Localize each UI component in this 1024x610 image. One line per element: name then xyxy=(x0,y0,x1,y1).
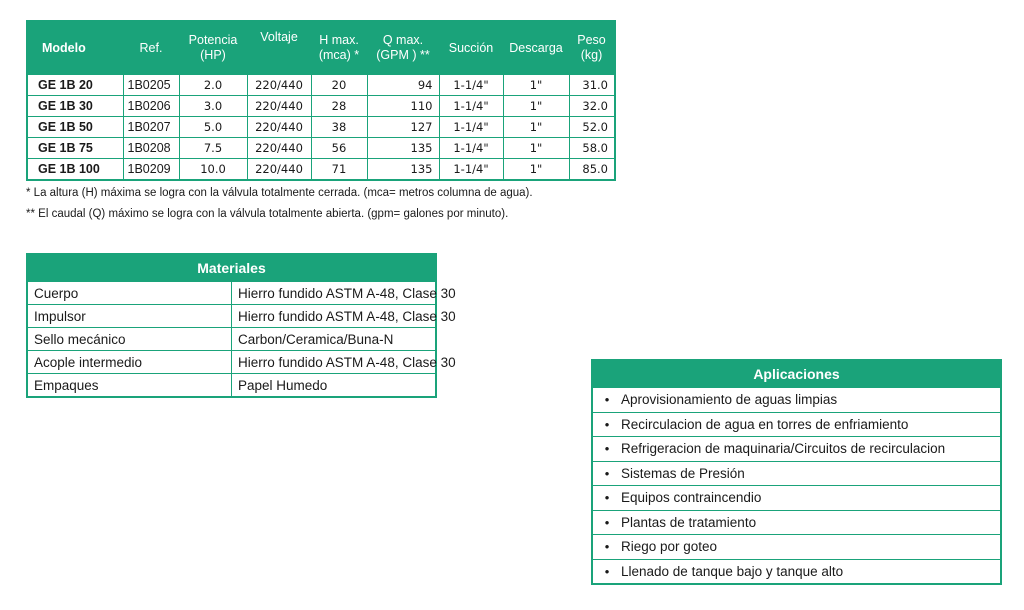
header-descarga: Descarga xyxy=(503,21,569,75)
footnote-h-max: * La altura (H) máxima se logra con la válvula totalmente cerrada. (mca= metros columna de agua). xyxy=(26,187,533,199)
material-value: Carbon/Ceramica/Buna-N xyxy=(232,328,437,351)
cell-ref: 1B0207 xyxy=(123,117,179,138)
material-part: Empaques xyxy=(27,374,232,398)
applications-list xyxy=(591,359,1002,585)
header-qmax-label: Q max. xyxy=(382,33,424,47)
application-label: Aprovisionamiento de aguas limpias xyxy=(621,392,838,407)
table-row xyxy=(27,374,436,398)
list-item xyxy=(593,461,1000,486)
application-label: Riego por goteo xyxy=(621,539,718,554)
cell-modelo: GE 1B 30 xyxy=(27,96,123,117)
cell-descarga: 1" xyxy=(503,96,569,117)
list-item xyxy=(593,387,1000,412)
table-row xyxy=(27,75,615,96)
cell-potencia: 10.0 xyxy=(179,159,247,181)
bullet-icon: • xyxy=(604,514,610,530)
material-part: Cuerpo xyxy=(27,282,232,305)
cell-modelo: GE 1B 75 xyxy=(27,138,123,159)
cell-descarga: 1" xyxy=(503,75,569,96)
cell-descarga: 1" xyxy=(503,138,569,159)
header-ref: Ref. xyxy=(123,21,179,75)
cell-potencia: 7.5 xyxy=(179,138,247,159)
cell-peso: 52.0 xyxy=(569,117,615,138)
cell-qmax: 135 xyxy=(367,159,439,181)
header-qmax-unit: (GPM ) ** xyxy=(376,48,430,62)
cell-qmax: 94 xyxy=(367,75,439,96)
cell-peso: 32.0 xyxy=(569,96,615,117)
header-peso-unit: (kg) xyxy=(580,48,603,62)
list-item xyxy=(593,485,1000,510)
cell-succion: 1-1/4" xyxy=(439,117,503,138)
cell-peso: 58.0 xyxy=(569,138,615,159)
table-row xyxy=(27,328,436,351)
cell-descarga: 1" xyxy=(503,159,569,181)
header-potencia-unit: (HP) xyxy=(200,48,226,62)
material-part: Sello mecánico xyxy=(27,328,232,351)
cell-voltaje: 220/440 xyxy=(247,138,311,159)
list-item xyxy=(593,412,1000,437)
cell-modelo: GE 1B 50 xyxy=(27,117,123,138)
cell-succion: 1-1/4" xyxy=(439,96,503,117)
header-hmax xyxy=(311,21,367,75)
table-row xyxy=(27,159,615,181)
material-value: Hierro fundido ASTM A-48, Clase 30 xyxy=(232,351,437,374)
table-row xyxy=(27,96,615,117)
cell-descarga: 1" xyxy=(503,117,569,138)
cell-hmax: 71 xyxy=(311,159,367,181)
cell-hmax: 38 xyxy=(311,117,367,138)
table-row xyxy=(27,305,436,328)
header-potencia-label: Potencia xyxy=(188,33,238,47)
cell-modelo: GE 1B 20 xyxy=(27,75,123,96)
header-potencia xyxy=(179,21,247,75)
application-label: Sistemas de Presión xyxy=(621,465,745,481)
table-row xyxy=(27,117,615,138)
cell-hmax: 20 xyxy=(311,75,367,96)
material-value: Hierro fundido ASTM A-48, Clase 30 xyxy=(232,305,437,328)
header-peso xyxy=(569,21,615,75)
cell-hmax: 56 xyxy=(311,138,367,159)
table-row xyxy=(27,282,436,305)
applications-title: Aplicaciones xyxy=(593,361,1000,387)
bullet-icon: • xyxy=(604,490,610,505)
bullet-icon: • xyxy=(604,441,610,456)
header-hmax-label: H max. xyxy=(319,33,359,47)
spec-table xyxy=(26,20,616,181)
cell-ref: 1B0208 xyxy=(123,138,179,159)
bullet-icon: • xyxy=(604,465,610,481)
header-voltaje: Voltaje xyxy=(247,21,311,75)
cell-modelo: GE 1B 100 xyxy=(27,159,123,181)
header-succion: Succión xyxy=(439,21,503,75)
application-label: Recirculacion de agua en torres de enfriamiento xyxy=(621,416,909,432)
cell-peso: 85.0 xyxy=(569,159,615,181)
cell-voltaje: 220/440 xyxy=(247,75,311,96)
header-qmax xyxy=(367,21,439,75)
bullet-icon: • xyxy=(604,539,610,554)
header-hmax-unit: (mca) * xyxy=(318,48,360,62)
materials-header-row xyxy=(27,254,436,282)
bullet-icon: • xyxy=(604,563,610,579)
application-label: Equipos contraincendio xyxy=(621,490,762,505)
applications-items xyxy=(593,387,1000,583)
cell-qmax: 110 xyxy=(367,96,439,117)
cell-qmax: 135 xyxy=(367,138,439,159)
bullet-icon: • xyxy=(604,416,610,432)
material-part: Acople intermedio xyxy=(27,351,232,374)
list-item xyxy=(593,510,1000,535)
cell-potencia: 3.0 xyxy=(179,96,247,117)
list-item xyxy=(593,436,1000,461)
cell-potencia: 2.0 xyxy=(179,75,247,96)
cell-voltaje: 220/440 xyxy=(247,159,311,181)
materials-table xyxy=(26,253,456,398)
cell-ref: 1B0205 xyxy=(123,75,179,96)
spec-header-row xyxy=(27,21,615,75)
cell-succion: 1-1/4" xyxy=(439,75,503,96)
cell-ref: 1B0206 xyxy=(123,96,179,117)
cell-succion: 1-1/4" xyxy=(439,138,503,159)
footnote-q-max: ** El caudal (Q) máximo se logra con la válvula totalmente abierta. (gpm= galones por minuto). xyxy=(26,208,509,220)
application-label: Refrigeracion de maquinaria/Circuitos de recirculacion xyxy=(621,441,946,456)
cell-voltaje: 220/440 xyxy=(247,96,311,117)
cell-hmax: 28 xyxy=(311,96,367,117)
cell-qmax: 127 xyxy=(367,117,439,138)
cell-potencia: 5.0 xyxy=(179,117,247,138)
bullet-icon: • xyxy=(604,392,610,407)
cell-succion: 1-1/4" xyxy=(439,159,503,181)
list-item xyxy=(593,559,1000,584)
header-modelo: Modelo xyxy=(27,21,123,75)
table-row xyxy=(27,138,615,159)
cell-ref: 1B0209 xyxy=(123,159,179,181)
application-label: Plantas de tratamiento xyxy=(621,514,757,530)
material-value: Papel Humedo xyxy=(232,374,437,398)
table-row xyxy=(27,351,436,374)
materials-table-body xyxy=(27,282,456,398)
cell-peso: 31.0 xyxy=(569,75,615,96)
header-peso-label: Peso xyxy=(577,33,606,47)
materials-title: Materiales xyxy=(27,254,436,282)
material-value: Hierro fundido ASTM A-48, Clase 30 xyxy=(232,282,437,305)
list-item xyxy=(593,534,1000,559)
spec-table-body xyxy=(27,75,615,181)
cell-voltaje: 220/440 xyxy=(247,117,311,138)
application-label: Llenado de tanque bajo y tanque alto xyxy=(621,563,844,579)
material-part: Impulsor xyxy=(27,305,232,328)
